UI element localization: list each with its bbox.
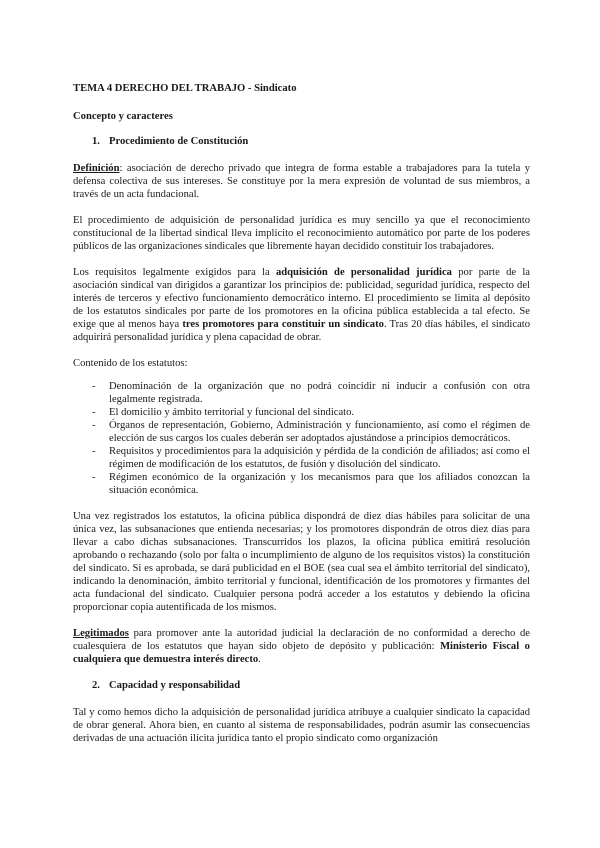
list-item: [73, 471, 530, 497]
section-number: 1.: [92, 136, 100, 147]
definition-label: Definición: [73, 163, 120, 174]
requirements-text-3: . Tras 20 días hábiles, el sindicato adquirirá personalidad jurídica y plena capacidad de obrar.: [73, 319, 531, 343]
list-item-text: Órganos de representación, Gobierno, Administración y funcionamiento, así como el régimen de elección de sus cargos los cuales deberán ser adoptados ajustándose a principios democráticos.: [109, 420, 530, 444]
list-bullet: -: [92, 472, 96, 483]
list-item-text: Denominación de la organización que no podrá coincidir ni inducir a confusión con otra legalmente registrada.: [109, 381, 530, 405]
list-bullet: -: [92, 420, 96, 431]
capacity-paragraph: Tal y como hemos dicho la adquisición de personalidad jurídica atribuye a cualquier sindicato la capacidad de obrar general. Ahora bien, en cuanto al sistema de responsabilidades, podrán asumir las consecuencias derivadas de una actuación ilícita jurídica tanto el propio sindicato como organización: [73, 707, 530, 744]
section-number: 2.: [92, 680, 100, 691]
requirements-text-2: por parte de la asociación sindical van dirigidos a garantizar los principios de: publicidad, seguridad jurídica, respecto del interés de terceros y efectivo funcionamiento democrático interno. El procedimiento se limita al depósito de los estatutos sindicales por parte de los promotores en la oficina pública establecida a tal efecto. Se exige que al menos haya: [73, 267, 530, 330]
requirements-paragraph: [73, 266, 530, 344]
document-page: [73, 82, 530, 758]
list-item-text: Requisitos y procedimientos para la adquisición y pérdida de la condición de afiliados; así como el régimen de modificación de los estatutos, de fusión y disolución del sindicato.: [109, 446, 530, 470]
statutes-list: [73, 380, 530, 497]
section-title: Procedimiento de Constitución: [109, 136, 249, 147]
list-item-text: El domicilio y ámbito territorial y funcional del sindicato.: [109, 407, 355, 418]
list-item: [73, 419, 530, 445]
list-bullet: -: [92, 381, 96, 392]
section-title: Capacidad y responsabilidad: [109, 680, 241, 691]
document-title: TEMA 4 DERECHO DEL TRABAJO - Sindicato: [73, 83, 297, 94]
document-subtitle: Concepto y caracteres: [73, 111, 173, 122]
section-heading-2: [73, 679, 530, 692]
list-bullet: -: [92, 446, 96, 457]
list-item: [73, 406, 530, 419]
legitimated-paragraph: [73, 627, 530, 666]
registration-paragraph: Una vez registrados los estatutos, la oficina pública dispondrá de diez días hábiles para solicitar de una única vez, las subsanaciones que entienda necesarias; y los promotores dispondrán de otros diez días para llevar a cabo dichas subsanaciones. Transcurridos los plazos, la oficina pública emitirá resolución aprobando o rechazando (solo por falta o incumplimiento de alguno de los requisitos vistos) la constitución del sindicato. Si es aprobada, se dará publicidad en el BOE (sea cual sea el ámbito territorial del sindicato), indicando la denominación, ámbito territorial y funcional, identificación de los promotores y firmantes del acta fundacional del sindicato. Cualquier persona podrá acceder a los estatutos y debiendo la oficina proporcionar copia autentificada de los mismos.: [73, 511, 530, 613]
requirements-bold-2: tres promotores para constituir un sindicato: [182, 319, 384, 330]
requirements-bold-1: adquisición de personalidad jurídica: [275, 267, 452, 278]
requirements-text-1: Los requisitos legalmente exigidos para la: [73, 267, 276, 278]
list-item: [73, 445, 530, 471]
legitimated-label: Legitimados: [73, 628, 129, 639]
legitimated-text-2: .: [258, 654, 261, 665]
definition-text: : asociación de derecho privado que integra de forma estable a trabajadores para la tutela y defensa colectiva de sus intereses. Se constituye por la mera expresión de voluntad de sus miembros, a través de un acta fundacional.: [73, 163, 530, 200]
legitimated-bold: Ministerio Fiscal o cualquiera que demuestra interés directo: [73, 641, 530, 665]
definition-paragraph: [73, 162, 530, 201]
list-item: [73, 380, 530, 406]
procedure-paragraph: El procedimiento de adquisición de personalidad jurídica es muy sencillo ya que el reconocimiento constitucional de la libertad sindical lleva implícito el reconocimiento automático por parte de los poderes públicos de las organizaciones sindicales que libremente hayan decidido constituir los trabajadores.: [73, 215, 530, 252]
legitimated-text-1: para promover ante la autoridad judicial la declaración de no conformidad a derecho de cualesquiera de los estatutos que hayan sido objeto de depósito y publicación:: [73, 628, 530, 652]
section-heading-1: [73, 135, 530, 148]
list-bullet: -: [92, 407, 96, 418]
list-item-text: Régimen económico de la organización y los mecanismos para que los afiliados conozcan la situación económica.: [109, 472, 530, 496]
statutes-content-label: Contenido de los estatutos:: [73, 358, 188, 369]
